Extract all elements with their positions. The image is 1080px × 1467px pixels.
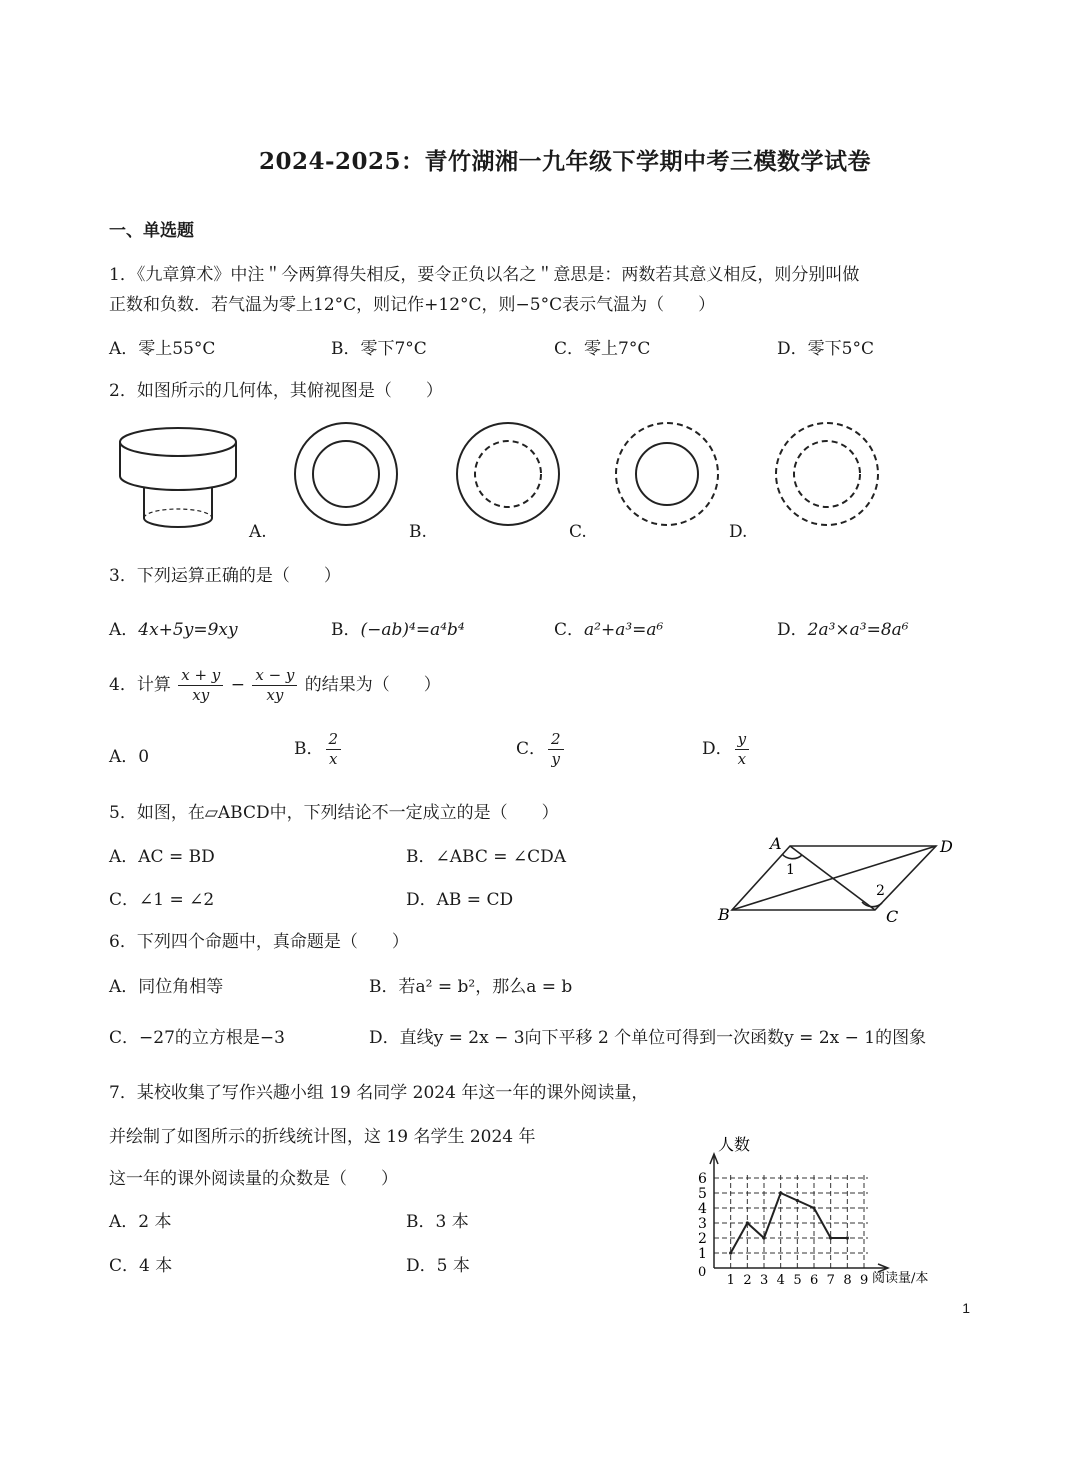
- data-point: [746, 1221, 749, 1224]
- question-4-option-d: [702, 730, 751, 769]
- question-3-option-d: [777, 615, 909, 640]
- option-b-fraction: [326, 730, 342, 769]
- question-7-line-2: 并绘制了如图所示的折线统计图，这 19 名学生 2024 年: [109, 1127, 536, 1147]
- question-4-stem: [109, 666, 441, 705]
- question-5-option-c: C．∠1 = ∠2: [109, 890, 215, 910]
- data-point: [796, 1199, 799, 1202]
- question-3-option-c: [554, 615, 663, 640]
- x-tick-label: 8: [843, 1273, 852, 1285]
- question-6-option-c: C．−27的立方根是−3: [109, 1028, 285, 1048]
- option-c-top-view: [616, 423, 718, 525]
- option-letter: D．: [777, 620, 808, 640]
- question-6-option-b: B．若a² = b²，那么a = b: [369, 977, 573, 997]
- x-tick-label: 4: [776, 1273, 785, 1285]
- question-5-stem: 5．如图，在▱ABCD中，下列结论不一定成立的是（ ）: [109, 803, 559, 823]
- question-6-stem: 6．下列四个命题中，真命题是（ ）: [109, 932, 409, 952]
- section-heading: 一、单选题: [109, 221, 194, 241]
- option-letter: B．: [331, 620, 361, 640]
- x-tick-label: 6: [810, 1273, 819, 1285]
- option-d-fraction: [735, 730, 749, 769]
- x-tick-label: 5: [793, 1273, 802, 1285]
- option-letter: D．: [702, 738, 733, 759]
- vertex-label-d: D: [940, 837, 953, 856]
- data-point: [812, 1206, 815, 1209]
- fraction-1: [178, 666, 223, 705]
- y-tick-label: 2: [698, 1231, 707, 1247]
- vertex-label-b: B: [718, 905, 730, 924]
- y-tick-label: 4: [698, 1201, 707, 1217]
- fraction-2-numerator: x − y: [252, 666, 297, 686]
- question-1-option-b: B．零下7°C: [331, 339, 427, 359]
- question-4-option-c: [516, 730, 566, 769]
- question-2-label-c: C.: [569, 522, 587, 542]
- x-tick-label: 3: [760, 1273, 769, 1285]
- question-7-option-c: C．4 本: [109, 1256, 173, 1276]
- option-c-fraction: [548, 730, 564, 769]
- chart-axes: [710, 1154, 888, 1272]
- option-d-numerator: y: [735, 730, 749, 750]
- page-title: 2024-2025：青竹湖湘一九年级下学期中考三模数学试卷: [258, 148, 872, 175]
- option-d-denominator: x: [737, 749, 747, 768]
- question-2-label-a: A.: [249, 522, 267, 542]
- page-number: 1: [962, 1300, 970, 1316]
- fraction-1-denominator: xy: [192, 685, 210, 704]
- question-7-line-3: 这一年的课外阅读量的众数是（ ）: [109, 1169, 398, 1189]
- y-tick-label: 3: [698, 1216, 707, 1232]
- question-2-figures: [110, 418, 900, 548]
- vertex-label-a: A: [770, 834, 782, 853]
- question-3-stem: 3．下列运算正确的是（ ）: [109, 566, 341, 586]
- question-7-option-a: A．2 本: [109, 1212, 172, 1232]
- option-expression: a²+a³=a⁶: [584, 620, 664, 640]
- data-point: [779, 1191, 782, 1194]
- question-3-option-b: [331, 615, 465, 640]
- question-7-option-d: D．5 本: [406, 1256, 470, 1276]
- chart-y-axis-label: 人数: [718, 1135, 751, 1154]
- fraction-2: [252, 666, 297, 705]
- question-5-option-a: A．AC = BD: [109, 847, 215, 867]
- chart-origin-label: 0: [698, 1265, 707, 1280]
- option-b-denominator: x: [329, 749, 338, 768]
- question-7-option-b: B．3 本: [406, 1212, 469, 1232]
- chart-grid: [714, 1174, 868, 1268]
- angle-label-2: 2: [876, 883, 885, 899]
- option-expression: (−ab)⁴=a⁴b⁴: [360, 620, 465, 640]
- question-2-stem: 2．如图所示的几何体，其俯视图是（ ）: [109, 381, 443, 401]
- question-4-prefix: 4．计算: [109, 674, 171, 695]
- y-tick-label: 6: [698, 1171, 707, 1187]
- question-1-line-1: 1．《九章算术》中注＂今两算得失相反，要令正负以名之＂意思是：两数若其意义相反，则分别叫做: [109, 265, 860, 285]
- question-5-option-b: B．∠ABC = ∠CDA: [406, 847, 567, 867]
- option-letter: A．: [109, 620, 139, 640]
- x-tick-label: 9: [860, 1273, 869, 1285]
- option-letter: C．: [554, 620, 585, 640]
- x-tick-label: 1: [726, 1273, 735, 1285]
- question-4-suffix: 的结果为（ ）: [304, 674, 441, 695]
- option-expression: 4x+5y=9xy: [138, 620, 238, 640]
- data-point: [846, 1236, 849, 1239]
- y-tick-label: 1: [698, 1246, 707, 1262]
- angle-1-arc: [782, 854, 802, 859]
- option-b-top-view: [457, 423, 559, 525]
- option-d-top-view: [776, 423, 878, 525]
- data-point: [829, 1236, 832, 1239]
- question-5-option-d: D．AB = CD: [406, 890, 514, 910]
- question-4-option-a: A．0: [109, 747, 150, 767]
- question-6-option-a: A．同位角相等: [109, 977, 224, 997]
- x-tick-label: 2: [743, 1273, 752, 1285]
- minus-sign: −: [230, 674, 245, 695]
- option-letter: C．: [516, 738, 547, 759]
- fraction-1-numerator: x + y: [178, 666, 223, 686]
- question-2-label-b: B.: [409, 522, 427, 542]
- x-tick-label: 7: [826, 1273, 835, 1285]
- question-7-line-1: 7．某校收集了写作兴趣小组 19 名同学 2024 年这一年的课外阅读量，: [109, 1083, 649, 1103]
- question-2-label-d: D.: [729, 522, 748, 542]
- question-1-option-c: C．零上7°C: [554, 339, 651, 359]
- question-6-option-d: D．直线y = 2x − 3向下平移 2 个单位可得到一次函数y = 2x − 1的图象: [369, 1028, 927, 1048]
- fraction-2-denominator: xy: [266, 685, 284, 704]
- option-c-numerator: 2: [548, 730, 564, 750]
- option-letter: B．: [294, 738, 324, 759]
- solid-figure: [120, 428, 236, 527]
- chart-x-axis-label: 阅读量/本: [872, 1271, 929, 1285]
- parallelogram-figure: [710, 830, 970, 930]
- option-b-numerator: 2: [326, 730, 342, 750]
- y-tick-label: 5: [698, 1186, 707, 1202]
- data-point: [729, 1251, 732, 1254]
- option-c-denominator: y: [551, 749, 561, 768]
- data-point: [762, 1236, 765, 1239]
- angle-label-1: 1: [786, 862, 795, 878]
- question-3-option-a: [109, 615, 238, 640]
- vertex-label-c: C: [886, 907, 899, 926]
- option-expression: 2a³×a³=8a⁶: [807, 620, 909, 640]
- option-a-top-view: [295, 423, 397, 525]
- question-1-line-2: 正数和负数．若气温为零上12°C，则记作+12°C，则−5°C表示气温为（ ）: [109, 295, 716, 315]
- question-1-option-d: D．零下5°C: [777, 339, 874, 359]
- reading-line-chart: [690, 1130, 970, 1285]
- question-4-option-b: [294, 730, 343, 769]
- question-1-option-a: A．零上55°C: [109, 339, 216, 359]
